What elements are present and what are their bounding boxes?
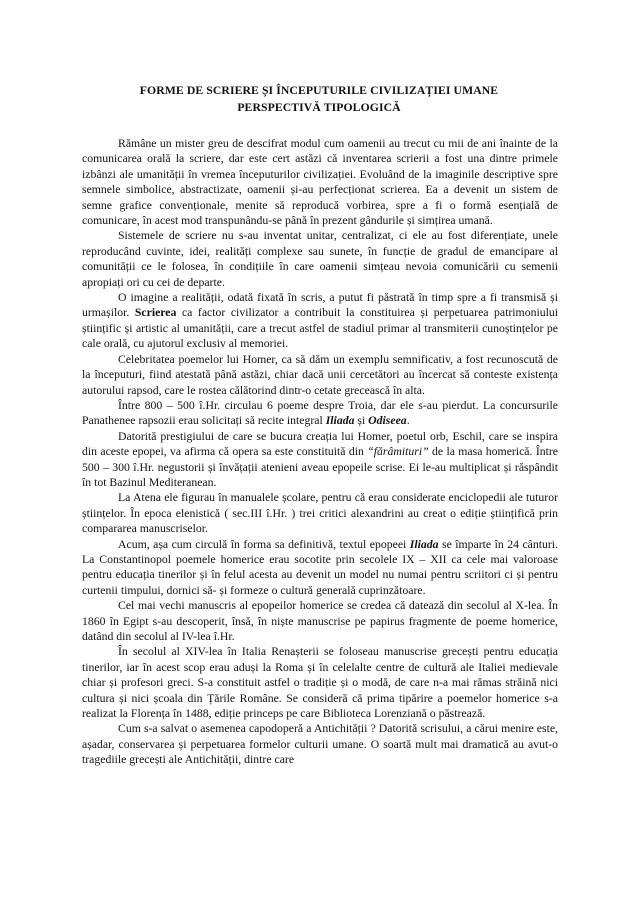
bold-italic-title-iliada — [326, 414, 355, 427]
text-span: Acum, așa cum circulă în forma sa definitivă, textul epopeei — [118, 537, 410, 551]
paragraph-11: Cum s-a salvat o asemenea capodoperă a Antichității ? Datorită scrisului, a cărui menire este, așadar, conservarea și perpetuarea formelor culturii umane. O soartă mult mai dramatică au avut-o tragediile grecești ale Antichității, dintre care — [82, 722, 558, 767]
text-span: și — [354, 414, 369, 428]
italic-title-iliada: Iliada — [409, 537, 439, 551]
paragraph-1: Rămâne un mister greu de descifrat modul cum oamenii au trecut cu mii de ani înainte de la comunicarea orală la scriere, dar este cert astăzi că inventarea scrierii a fost una dintre primele izbânzi ale umanității în vremea începuturilor civilizației. Evoluând de la imaginile descriptive spre semnele simbolice, abstractizate, oamenii și-au perfecționat scrierea. Ea a devenit un sistem de semne grafice convenționale, menite să reproducă vorbirea, spre a fi o formă esențială de comunicare, în acest mod transpunându-se până în prezent gândurile și simțirea umană. — [82, 137, 558, 228]
title-line-2: PERSPECTIVĂ TIPOLOGICĂ — [237, 101, 401, 114]
text-span: . — [406, 414, 410, 428]
text-span: Datorită prestigiului de care se bucura creația lui Homer, poetul orb, Eschil, care se inspira din aceste epopei, va afirma că opera sa este constituită din — [82, 429, 558, 459]
paragraph-4: Celebritatea poemelor lui Homer, ca să dăm un exemplu semnificativ, a fost recunoscută de la începuturi, fiind atestată până astăzi, chiar dacă unii cercetători au încercat să conteste existența autorului rapsod, care le rostea călătorind dintr-o cetate grecească în alta. — [82, 352, 558, 397]
text-span: ca factor civilizator a contribuit la constituirea și perpetuarea patrimoniului științific și artistic al umanității, care a trecut astfel de stadiul primar al transmiterii cunoștințelor pe cale orală, cu ajutorul exclusiv al memoriei. — [82, 306, 558, 351]
text-span: O imagine a realității, odată fixată în scris, a putut fi păstrată în timp spre a fi transmisă și urmașilor. — [82, 291, 558, 320]
text-span: de la masa homerică. Între 500 – 300 î.Hr. negustorii și învățații atenieni aveau epopeile scrise. Ei le-au multiplicat și răspândit în tot Bazinul Mediteranean. — [82, 445, 558, 489]
paragraph-8 — [82, 537, 558, 599]
document-title — [82, 82, 556, 116]
paragraph-2: Sistemele de scriere nu s-au inventat unitar, centralizat, ci ele au fost diferențiate, unele reproducând cuvinte, idei, realități complexe sau sunete, în funcție de gradul de emancipare al comunității ce le folosea, în condițiile în care oamenii simțeau nevoia comunicării cu semenii apropiați ori cu cei de departe. — [82, 229, 558, 289]
text-span: se împarte în 24 cânturi. La Constantinopol poemele homerice erau socotite prin secolele IX – XII ca cele mai valoroase pentru educația tinerilor și în felul acesta au devenit un model nu numai pentru scriitori ci și pentru curtenii timpului, dornici să- și formeze o cultură generală cuprinzătoare. — [82, 537, 559, 597]
italic-title-iliada: Iliada — [325, 414, 355, 428]
paragraph-10: În secolul al XIV-lea în Italia Renașterii se foloseau manuscrise grecești pentru educația tinerilor, iar în acest scop erau aduși la Roma și în celelalte centre de cultură ale Italiei medievale chiar și profesori greci. S-a constituit astfel o tradiție și o modă, de care n-a mai rămas străină nici cultura și nici școala din Țările Române. Se consideră că prima tipărire a poemelor homerice s-a realizat la Florența în 1488, ediție princeps pe care Biblioteca Lorenziană o păstrează. — [82, 645, 558, 721]
italic-quote-faramituri: “fărâmituri” — [367, 445, 429, 459]
italic-title-odiseea: Odiseea — [368, 414, 407, 428]
paragraph-3 — [82, 290, 558, 352]
paragraph-6 — [82, 429, 558, 491]
document-body — [82, 136, 558, 768]
bold-italic-title-odiseea — [368, 414, 407, 427]
paragraph-5 — [82, 398, 558, 429]
paragraph-7: La Atena ele figurau în manualele școlare, pentru că erau considerate enciclopedii ale tuturor științelor. În epoca elenistică ( sec.III î.Hr. ) trei critici alexandrini au creat o ediție științifică prin compararea manuscriselor. — [82, 491, 558, 536]
text-span: Între 800 – 500 î.Hr. circulau 6 poeme despre Troia, dar ele s-au pierdut. La concursurile Panathenee rapsozii erau solicitați să recite integral — [82, 398, 558, 428]
paragraph-9: Cel mai vechi manuscris al epopeilor homerice se credea că datează din secolul al X-lea. În 1860 în Egipt s-au descoperit, însă, în niște manuscrise pe papirus fragmente de poeme homerice, datând din secolul al IV-lea î.Hr. — [82, 599, 558, 643]
title-line-1: FORME DE SCRIERE ȘI ÎNCEPUTURILE CIVILIZAȚIEI UMANE — [139, 84, 499, 97]
bold-italic-title-iliada — [410, 538, 439, 551]
bold-term-scrierea: Scrierea — [134, 306, 177, 320]
